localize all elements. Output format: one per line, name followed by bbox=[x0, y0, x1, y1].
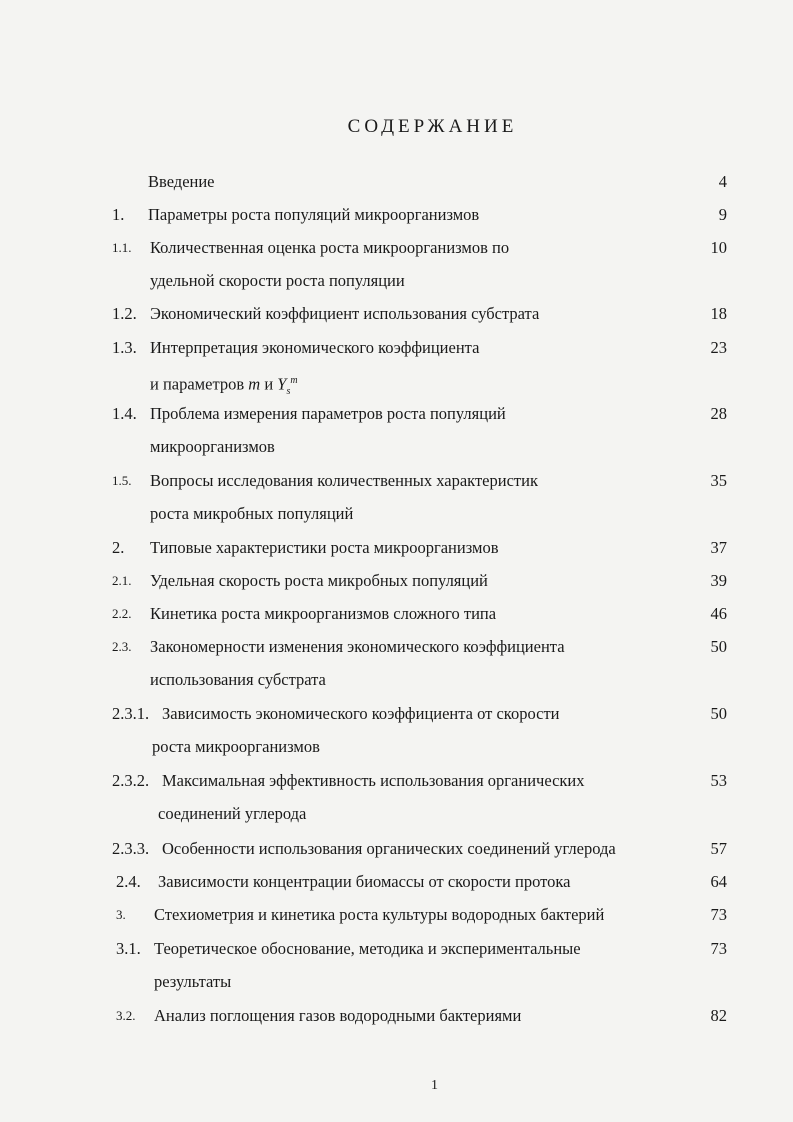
toc-entry-page: 53 bbox=[710, 771, 727, 790]
toc-entry-2-3-1[interactable] bbox=[0, 700, 793, 728]
symbol-y: Y bbox=[277, 374, 287, 394]
toc-entry-text: Введение bbox=[148, 172, 215, 191]
toc-entry-number: 1. bbox=[112, 205, 125, 224]
toc-entry-text: Закономерности изменения экономического коэффициента bbox=[150, 637, 565, 656]
toc-entry-page: 10 bbox=[710, 238, 727, 257]
toc-entry-text: Количественная оценка роста микроорганизмов по bbox=[150, 238, 510, 257]
toc-entry-continuation bbox=[0, 800, 793, 828]
toc-entry-text: Интерпретация экономического коэффициента bbox=[150, 338, 480, 357]
toc-entry-text-cont: использования субстрата bbox=[150, 670, 326, 689]
toc-entry-2-4[interactable] bbox=[0, 868, 793, 896]
toc-entry-text-cont: микроорганизмов bbox=[150, 437, 275, 456]
toc-entry-continuation bbox=[0, 500, 793, 528]
toc-entry-text: Экономический коэффициент использования субстрата bbox=[150, 304, 540, 323]
toc-entry-page: 37 bbox=[710, 538, 727, 557]
toc-entry-number: 3.1. bbox=[116, 939, 141, 958]
cont-mid: и bbox=[264, 374, 274, 394]
toc-entry-number: 1.1. bbox=[112, 240, 132, 255]
page-number-footer: 1 bbox=[431, 1078, 438, 1093]
toc-entry-page: 28 bbox=[710, 404, 727, 423]
toc-entry-text-cont: результаты bbox=[154, 972, 232, 991]
toc-entry-text: Максимальная эффективность использования органических bbox=[162, 771, 585, 790]
symbol-m: m bbox=[248, 374, 261, 394]
toc-entry-page: 23 bbox=[710, 338, 727, 357]
toc-entry-text-cont: соединений углерода bbox=[158, 804, 307, 823]
toc-entry-number: 2.3.2. bbox=[112, 771, 150, 790]
toc-entry-1-5[interactable] bbox=[0, 467, 793, 495]
toc-entry-text-cont: роста микробных популяций bbox=[150, 504, 354, 523]
toc-entry-number: 1.3. bbox=[112, 338, 137, 357]
toc-entry-2-2[interactable] bbox=[0, 600, 793, 628]
page-title: СОДЕРЖАНИЕ bbox=[347, 116, 518, 137]
toc-entry-number: 1.5. bbox=[112, 473, 132, 488]
toc-entry-page: 9 bbox=[718, 205, 727, 224]
toc-entry-page: 39 bbox=[710, 571, 727, 590]
toc-entry-continuation bbox=[0, 733, 793, 761]
toc-entry-text-cont: удельной скорости роста популяции bbox=[150, 271, 405, 290]
toc-entry-page: 82 bbox=[710, 1006, 727, 1025]
toc-entry-number: 3. bbox=[116, 907, 126, 922]
toc-entry-1-2[interactable] bbox=[0, 300, 793, 328]
toc-entry-text: Зависимость экономического коэффициента от скорости bbox=[162, 704, 560, 723]
toc-entry-text: Стехиометрия и кинетика роста культуры водородных бактерий bbox=[154, 905, 605, 924]
toc-entry-page: 18 bbox=[710, 304, 727, 323]
toc-entry-text: Зависимости концентрации биомассы от скорости протока bbox=[158, 872, 571, 891]
toc-entry-2-3[interactable] bbox=[0, 633, 793, 661]
toc-entry-continuation bbox=[0, 367, 793, 395]
toc-entry-text-cont: роста микроорганизмов bbox=[152, 737, 320, 756]
toc-entry-page: 46 bbox=[710, 604, 727, 623]
toc-entry-text: Анализ поглощения газов водородными бактериями bbox=[154, 1006, 522, 1025]
toc-entry-2-1[interactable] bbox=[0, 567, 793, 595]
toc-entry-text: Проблема измерения параметров роста популяций bbox=[150, 404, 506, 423]
toc-entry-continuation bbox=[0, 433, 793, 461]
toc-entry-text: Особенности использования органических соединений углерода bbox=[162, 839, 616, 858]
toc-entry-text: Типовые характеристики роста микроорганизмов bbox=[150, 538, 499, 557]
toc-entry-3-1[interactable] bbox=[0, 935, 793, 963]
toc-entry-number: 2.1. bbox=[112, 573, 132, 588]
toc-entry-2-3-2[interactable] bbox=[0, 767, 793, 795]
toc-entry-page: 4 bbox=[718, 172, 727, 191]
toc-entry-number: 2. bbox=[112, 538, 125, 557]
toc-entry-number: 3.2. bbox=[116, 1008, 136, 1023]
toc-entry-text: Вопросы исследования количественных характеристик bbox=[150, 471, 538, 490]
toc-entry-page: 73 bbox=[710, 905, 727, 924]
toc-entry-text: Кинетика роста микроорганизмов сложного типа bbox=[150, 604, 497, 623]
toc-entry-number: 1.4. bbox=[112, 404, 137, 423]
toc-entry-2-3-3[interactable] bbox=[0, 835, 793, 863]
toc-entry-2[interactable] bbox=[0, 534, 793, 562]
toc-entry-intro[interactable] bbox=[0, 168, 793, 196]
toc-entry-number: 1.2. bbox=[112, 304, 137, 323]
toc-entry-1-1[interactable] bbox=[0, 234, 793, 262]
toc-entry-page: 50 bbox=[710, 704, 727, 723]
symbol-y-sub: s bbox=[286, 385, 291, 397]
toc-entry-number: 2.3. bbox=[112, 639, 132, 654]
toc-entry-1-3[interactable] bbox=[0, 334, 793, 362]
cont-prefix: и параметров bbox=[150, 374, 245, 394]
toc-entry-page: 64 bbox=[710, 872, 727, 891]
toc-entry-number: 2.4. bbox=[116, 872, 141, 891]
toc-entry-1-4[interactable] bbox=[0, 400, 793, 428]
toc-entry-continuation bbox=[0, 666, 793, 694]
toc-entry-3-2[interactable] bbox=[0, 1002, 793, 1030]
toc-entry-number: 2.2. bbox=[112, 606, 132, 621]
symbol-y-sup: m bbox=[290, 375, 298, 386]
toc-entry-number: 2.3.3. bbox=[112, 839, 150, 858]
toc-entry-page: 35 bbox=[710, 471, 727, 490]
toc-entry-page: 57 bbox=[710, 839, 727, 858]
toc-entry-page: 50 bbox=[710, 637, 727, 656]
toc-entry-number: 2.3.1. bbox=[112, 704, 150, 723]
toc-entry-continuation bbox=[0, 267, 793, 295]
toc-entry-text: Параметры роста популяций микроорганизмов bbox=[148, 205, 480, 224]
toc-entry-1[interactable] bbox=[0, 201, 793, 229]
toc-entry-page: 73 bbox=[710, 939, 727, 958]
toc-entry-text: Теоретическое обоснование, методика и экспериментальные bbox=[154, 939, 581, 958]
toc-entry-3[interactable] bbox=[0, 901, 793, 929]
toc-entry-text: Удельная скорость роста микробных популяций bbox=[150, 571, 488, 590]
toc-entry-continuation bbox=[0, 968, 793, 996]
